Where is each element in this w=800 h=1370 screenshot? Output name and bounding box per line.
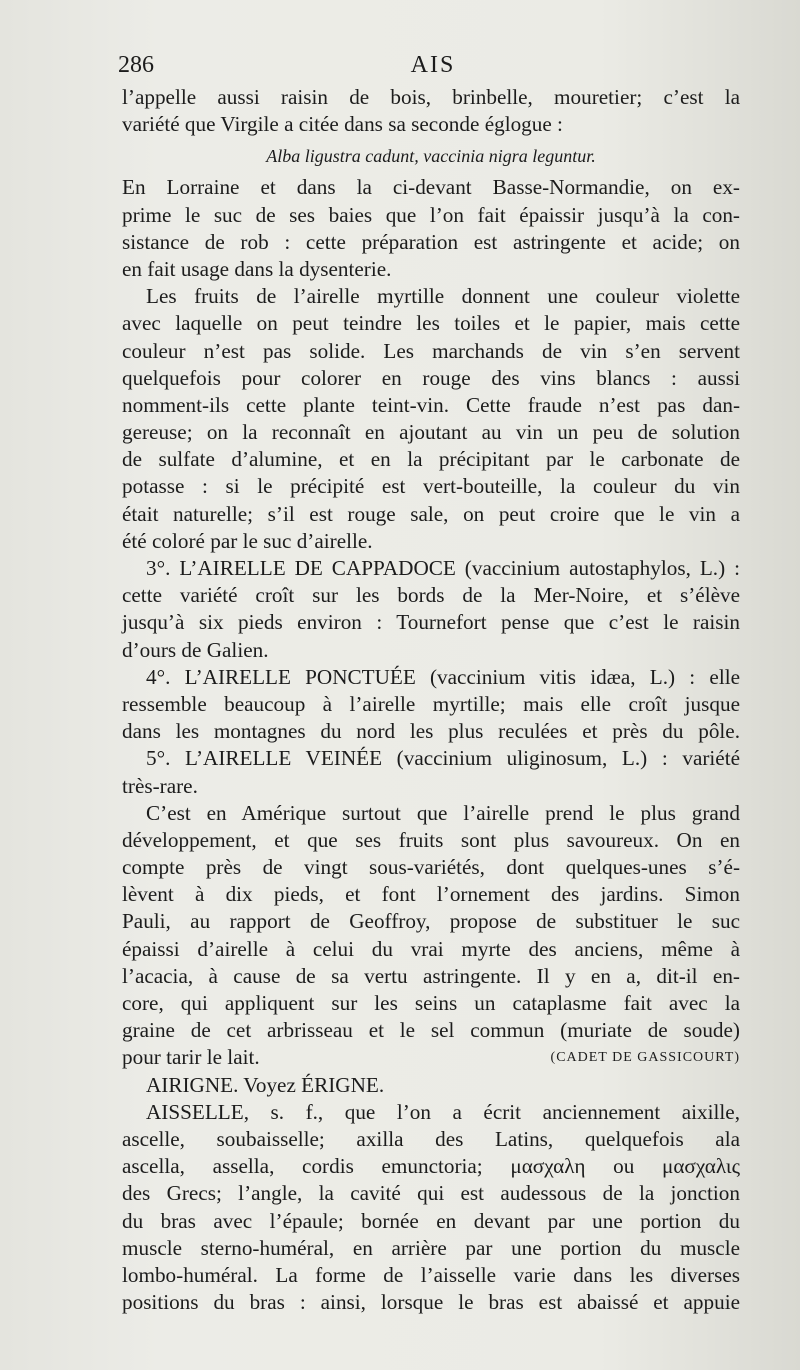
text-line: pour tarir le lait. (122, 1045, 260, 1070)
text-line: couleur n’est pas solide. Les marchands de vin s’en servent (122, 338, 740, 363)
text-line: l’appelle aussi raisin de bois, brinbelle, mouretier; c’est la (122, 85, 740, 109)
text-line: du bras avec l’épaule; bornée en devant par une portion du (122, 1208, 740, 1233)
text-line: positions du bras : ainsi, lorsque le bras est abaissé et appuie (122, 1290, 740, 1315)
text-line: 5°. L’AIRELLE VEINÉE (vaccinium uliginosum, L.) : variété (146, 746, 740, 771)
text-line: nomment-ils cette plante teint-vin. Cette fraude n’est pas dan- (122, 392, 740, 417)
text-line: core, qui appliquent sur les seins un cataplasme fait avec la (122, 991, 740, 1015)
text-line: de sulfate d’alumine, et en la précipitant par le carbonate de (122, 447, 740, 472)
text-line: avec laquelle on peut teindre les toiles et le papier, mais cette (122, 311, 740, 336)
author-signature: (CADET DE GASSICOURT) (550, 1050, 740, 1066)
text-line: lèvent à dix pieds, et font l’ornement des jardins. Simon (122, 882, 740, 907)
text-line: épaissi d’airelle à celui du vrai myrte des anciens, même à (122, 936, 740, 961)
text-line: compte près de vingt sous-variétés, dont quelques-unes s’é- (122, 855, 740, 880)
verse-quote: Alba ligustra cadunt, vaccinia nigra leguntur. (266, 146, 596, 167)
text-line: sistance de rob : cette préparation est astringente et acide; on (122, 229, 740, 254)
text-line: dans les montagnes du nord les plus reculées et près du pôle. (122, 719, 740, 744)
entry-heading: AISSELLE, s. f., que l’on a écrit anciennement aixille, (146, 1099, 740, 1124)
text-line: graine de cet arbrisseau et le sel commun (muriate de soude) (122, 1018, 740, 1043)
text-line: C’est en Amérique surtout que l’airelle prend le plus grand (146, 800, 740, 825)
signature-line (122, 1044, 740, 1071)
entry-heading: AIRIGNE. Voyez ÉRIGNE. (146, 1072, 385, 1097)
text-line: ascelle, soubaisselle; axilla des Latins, quelquefois ala (122, 1126, 740, 1151)
text-line: En Lorraine et dans la ci-devant Basse-Normandie, on ex- (122, 175, 740, 200)
text-line: 3°. L’AIRELLE DE CAPPADOCE (vaccinium autostaphylos, L.) : (146, 556, 740, 580)
text-line: 4°. L’AIRELLE PONCTUÉE (vaccinium vitis idæa, L.) : elle (146, 664, 740, 689)
text-line: l’acacia, à cause de sa vertu astringente. Il y en a, dit-il en- (122, 963, 740, 988)
text-line: ascella, assella, cordis emunctoria; μασχαλη ou μασχαλις (122, 1154, 740, 1179)
text-line: quelquefois pour colorer en rouge des vins blancs : aussi (122, 365, 740, 390)
text-line: des Grecs; l’angle, la cavité qui est audessous de la jonction (122, 1181, 740, 1206)
text-line: muscle sterno-huméral, en arrière par une portion du muscle (122, 1235, 740, 1260)
text-line: très-rare. (122, 773, 198, 798)
text-line: jusqu’à six pieds environ : Tournefort pense que c’est le raisin (122, 610, 740, 635)
text-line: été coloré par le suc d’airelle. (122, 528, 373, 553)
page-number: 286 (118, 52, 154, 78)
text-line: ressemble beaucoup à l’airelle myrtille; mais elle croît jusque (122, 691, 740, 716)
text-line: d’ours de Galien. (122, 637, 269, 662)
running-head: AIS (410, 52, 456, 78)
text-line: variété que Virgile a citée dans sa seconde églogue : (122, 112, 563, 137)
text-line: prime le suc de ses baies que l’on fait épaissir jusqu’à la con- (122, 202, 740, 227)
text-line: en fait usage dans la dysenterie. (122, 256, 392, 281)
text-line: Pauli, au rapport de Geoffroy, propose de substituer le suc (122, 909, 740, 934)
article-text (122, 84, 740, 1316)
text-line: lombo-huméral. La forme de l’aisselle varie dans les diverses (122, 1262, 740, 1287)
page-header (118, 52, 748, 86)
text-line: gereuse; on la reconnaît en ajoutant au vin un peu de solution (122, 420, 740, 445)
text-line: développement, et que ses fruits sont plus savoureux. On en (122, 827, 740, 852)
text-line: Les fruits de l’airelle myrtille donnent une couleur violette (146, 284, 740, 309)
text-line: potasse : si le précipité est vert-bouteille, la couleur du vin (122, 474, 740, 499)
text-line: était naturelle; s’il est rouge sale, on peut croire que le vin a (122, 501, 740, 526)
text-line: cette variété croît sur les bords de la Mer-Noire, et s’élève (122, 583, 740, 608)
